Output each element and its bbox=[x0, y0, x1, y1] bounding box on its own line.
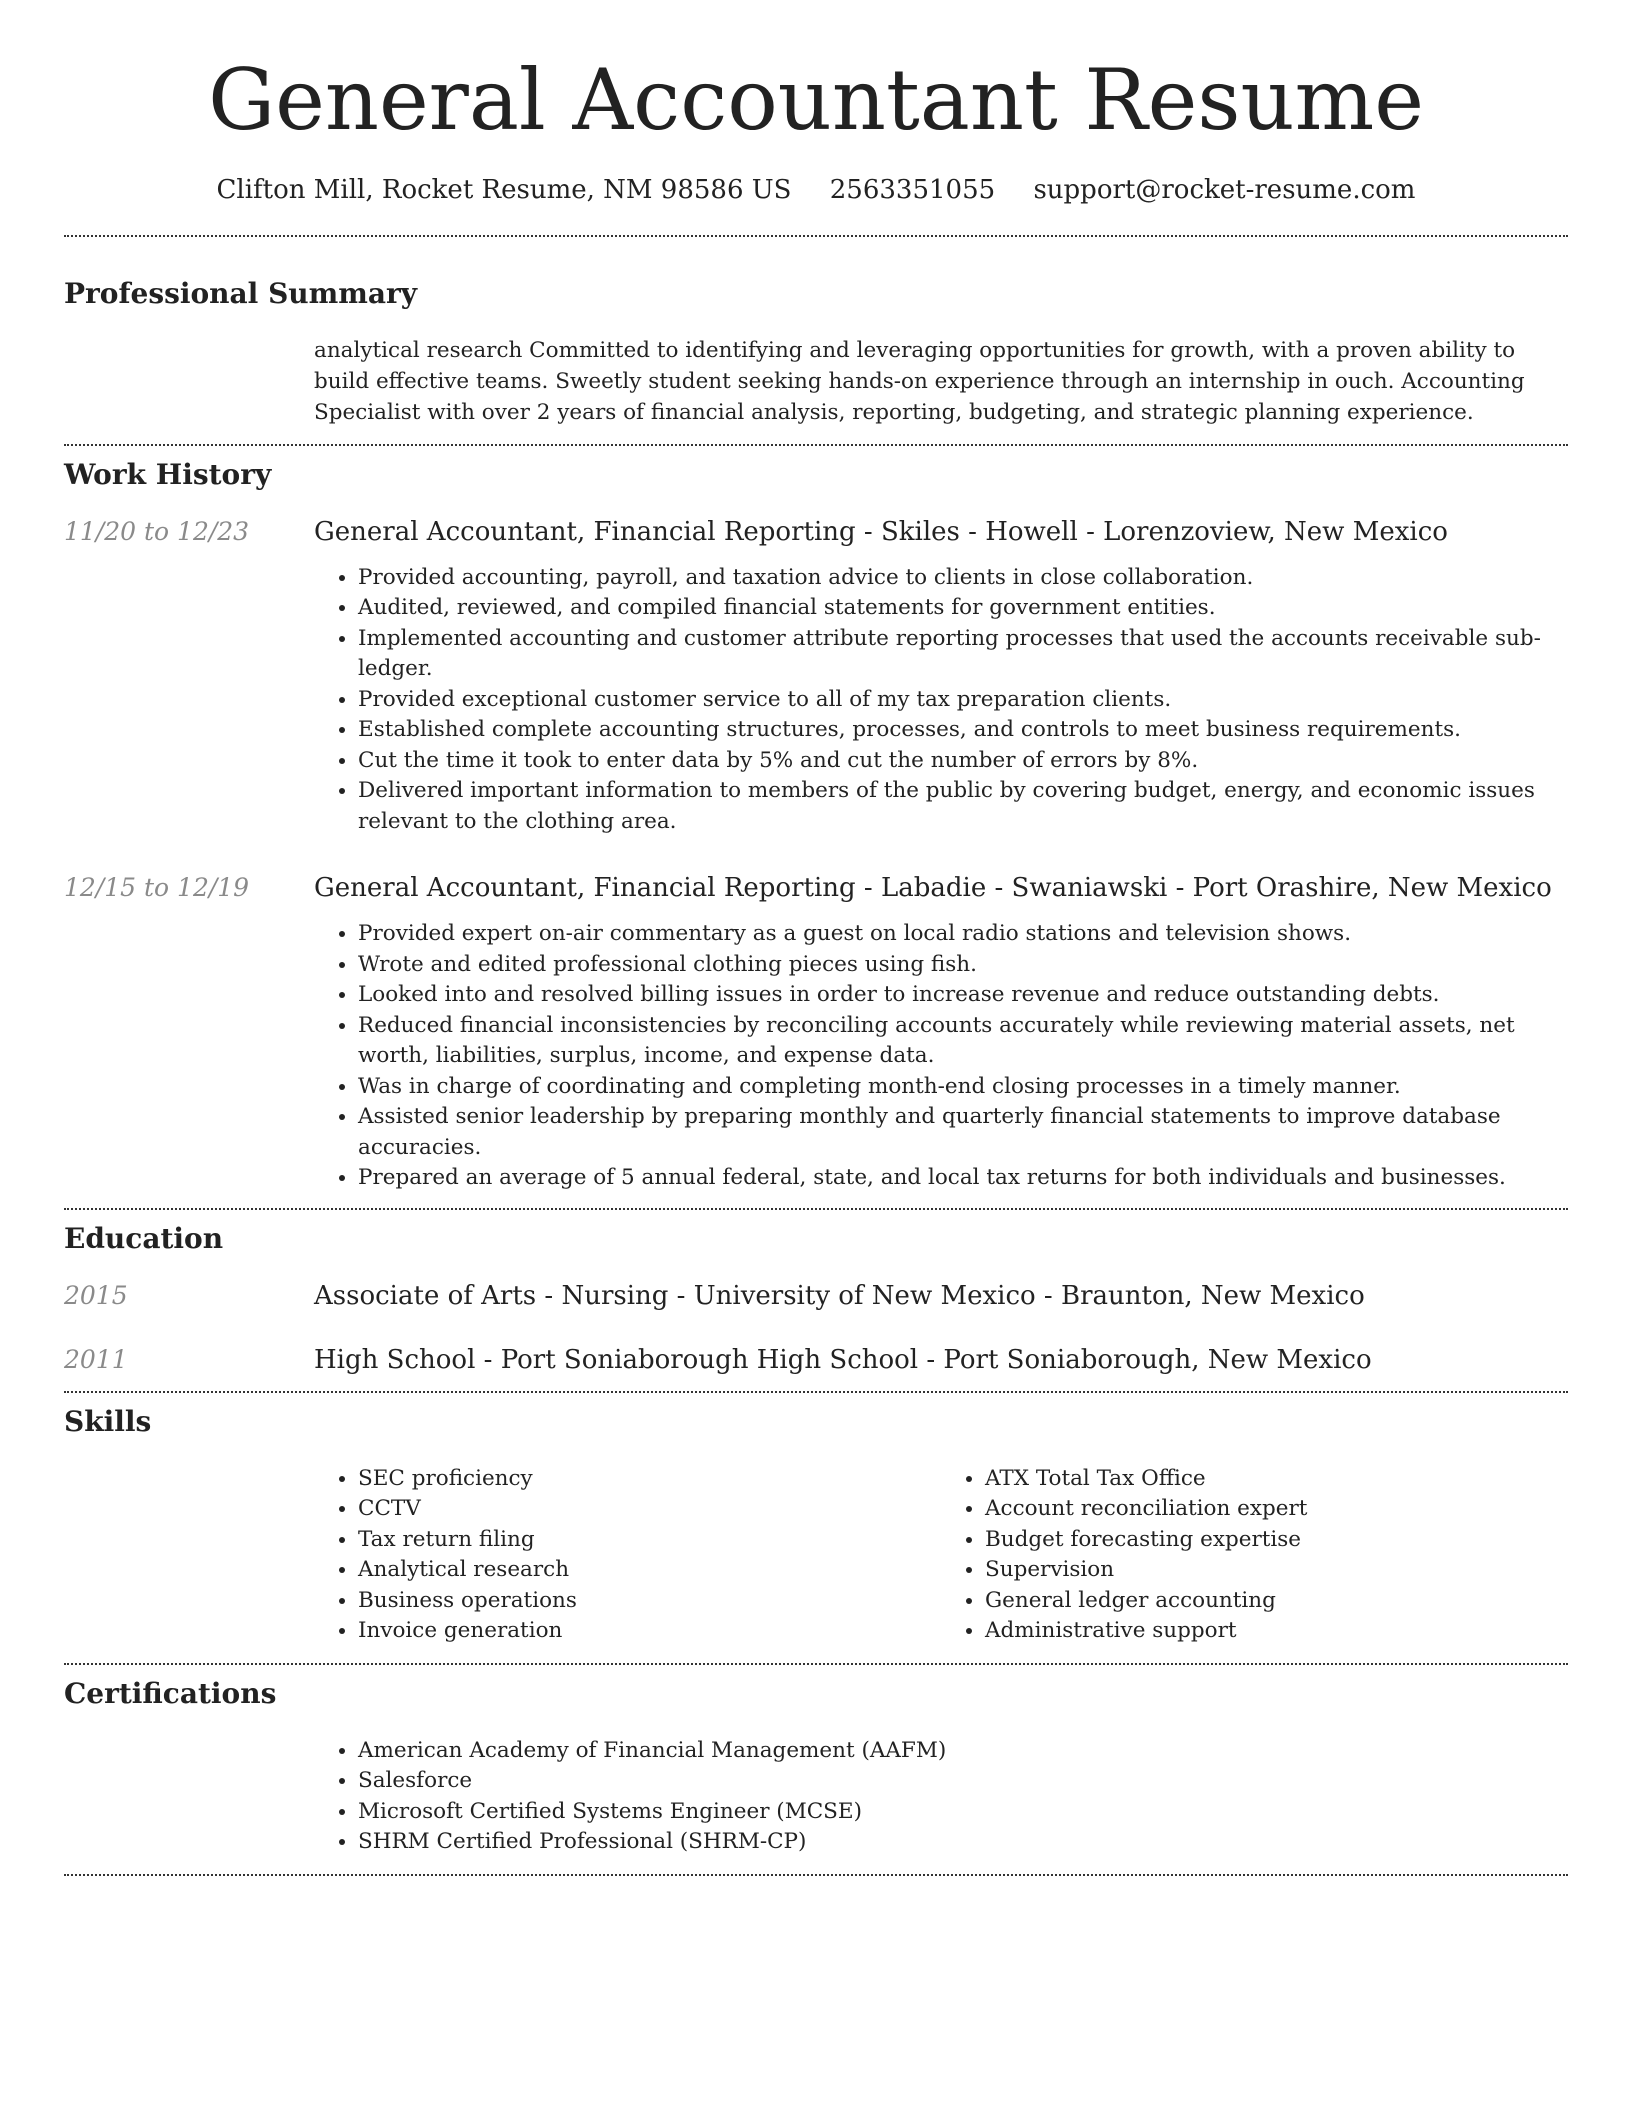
skill-item: • Supervision bbox=[985, 1555, 1568, 1586]
skill-item: • Account reconciliation expert bbox=[985, 1494, 1568, 1525]
job-bullet: • Established complete accounting structures, processes, and controls to meet business requirements. bbox=[358, 715, 1568, 746]
work-history-section bbox=[64, 446, 1568, 1208]
job-bullet: • Reduced financial inconsistencies by reconciling accounts accurately while reviewing material assets, net worth, liabilities, surplus, income, and expense data. bbox=[358, 1011, 1568, 1072]
job-bullet: • Assisted senior leadership by preparing monthly and quarterly financial statements to improve database accuracies. bbox=[358, 1102, 1568, 1163]
contact-line bbox=[64, 175, 1568, 205]
skills-section bbox=[64, 1393, 1568, 1663]
education-section bbox=[64, 1210, 1568, 1391]
summary-section bbox=[64, 237, 1568, 444]
skills-grid bbox=[314, 1464, 1568, 1663]
job-bullet: • Audited, reviewed, and compiled financial statements for government entities. bbox=[358, 593, 1568, 624]
skill-item: • Invoice generation bbox=[358, 1616, 941, 1647]
education-year: 2015 bbox=[64, 1280, 128, 1310]
job-bullet: • Prepared an average of 5 annual federal, state, and local tax returns for both individuals and businesses. bbox=[358, 1163, 1568, 1194]
skill-item: • Tax return filing bbox=[358, 1525, 941, 1556]
certification-item: • Salesforce bbox=[358, 1766, 1568, 1797]
certifications-section bbox=[64, 1665, 1568, 1874]
skill-item: • Business operations bbox=[358, 1586, 941, 1617]
contact-email: support@rocket-resume.com bbox=[1033, 174, 1416, 205]
certification-item: • American Academy of Financial Management (AAFM) bbox=[358, 1736, 1568, 1767]
job-bullet: • Provided accounting, payroll, and taxation advice to clients in close collaboration. bbox=[358, 563, 1568, 594]
work-history-heading: Work History bbox=[64, 457, 272, 491]
job-entry bbox=[64, 517, 1568, 838]
contact-address: Clifton Mill, Rocket Resume, NM 98586 US bbox=[216, 174, 792, 205]
skill-item: • General ledger accounting bbox=[985, 1586, 1568, 1617]
skill-item: • ATX Total Tax Office bbox=[985, 1464, 1568, 1495]
job-bullet: • Was in charge of coordinating and completing month-end closing processes in a timely manner. bbox=[358, 1072, 1568, 1103]
job-bullet: • Delivered important information to members of the public by covering budget, energy, and economic issues relevant to the clothing area. bbox=[358, 776, 1568, 837]
job-dates: 12/15 to 12/19 bbox=[64, 873, 250, 903]
education-entry bbox=[64, 1281, 1568, 1311]
job-bullets bbox=[314, 563, 1568, 838]
skill-item: • Analytical research bbox=[358, 1555, 941, 1586]
summary-heading: Professional Summary bbox=[64, 276, 418, 310]
skill-item: • SEC proficiency bbox=[358, 1464, 941, 1495]
certification-item: • Microsoft Certified Systems Engineer (MCSE) bbox=[358, 1797, 1568, 1828]
job-title: General Accountant, Financial Reporting - Labadie - Swaniawski - Port Orashire, New Mexico bbox=[314, 873, 1552, 904]
job-bullet: • Looked into and resolved billing issues in order to increase revenue and reduce outstanding debts. bbox=[358, 980, 1568, 1011]
skills-heading: Skills bbox=[64, 1404, 152, 1438]
resume-page bbox=[64, 0, 1568, 1876]
job-bullet: • Provided expert on-air commentary as a guest on local radio stations and television shows. bbox=[358, 919, 1568, 950]
education-year: 2011 bbox=[64, 1344, 128, 1374]
education-title: Associate of Arts - Nursing - University of New Mexico - Braunton, New Mexico bbox=[314, 1280, 1365, 1311]
skills-list-left bbox=[314, 1464, 941, 1647]
job-entry bbox=[64, 873, 1568, 1208]
skills-list-right bbox=[941, 1464, 1568, 1647]
skill-item: • Administrative support bbox=[985, 1616, 1568, 1647]
certification-item: • SHRM Certified Professional (SHRM-CP) bbox=[358, 1827, 1568, 1858]
summary-text: analytical research Committed to identifying and leveraging opportunities for growth, with a proven ability to build effective teams. Sweetly student seeking hands-on experience through an internship in ouch. Accounting Specialist with over 2 years of financial analysis, reporting, budgeting, and strategic planning experience. bbox=[314, 337, 1525, 425]
job-title: General Accountant, Financial Reporting - Skiles - Howell - Lorenzoview, New Mexico bbox=[314, 516, 1448, 547]
education-heading: Education bbox=[64, 1221, 224, 1255]
job-bullet: • Implemented accounting and customer attribute reporting processes that used the accounts receivable sub-ledger. bbox=[358, 624, 1568, 685]
skill-item: • Budget forecasting expertise bbox=[985, 1525, 1568, 1556]
divider bbox=[64, 1874, 1568, 1876]
contact-phone: 2563351055 bbox=[829, 174, 996, 205]
education-entry bbox=[64, 1345, 1568, 1391]
job-bullet: • Cut the time it took to enter data by 5% and cut the number of errors by 8%. bbox=[358, 746, 1568, 777]
certifications-list bbox=[314, 1736, 1568, 1858]
resume-title: General Accountant Resume bbox=[208, 51, 1424, 149]
skill-item: • CCTV bbox=[358, 1494, 941, 1525]
certifications-content bbox=[314, 1736, 1568, 1874]
job-dates: 11/20 to 12/23 bbox=[64, 516, 250, 546]
job-bullet: • Wrote and edited professional clothing pieces using fish. bbox=[358, 950, 1568, 981]
job-bullets bbox=[314, 919, 1568, 1208]
education-title: High School - Port Soniaborough High School - Port Soniaborough, New Mexico bbox=[314, 1344, 1372, 1375]
job-bullet: • Provided exceptional customer service to all of my tax preparation clients. bbox=[358, 685, 1568, 716]
certifications-heading: Certifications bbox=[64, 1676, 277, 1710]
